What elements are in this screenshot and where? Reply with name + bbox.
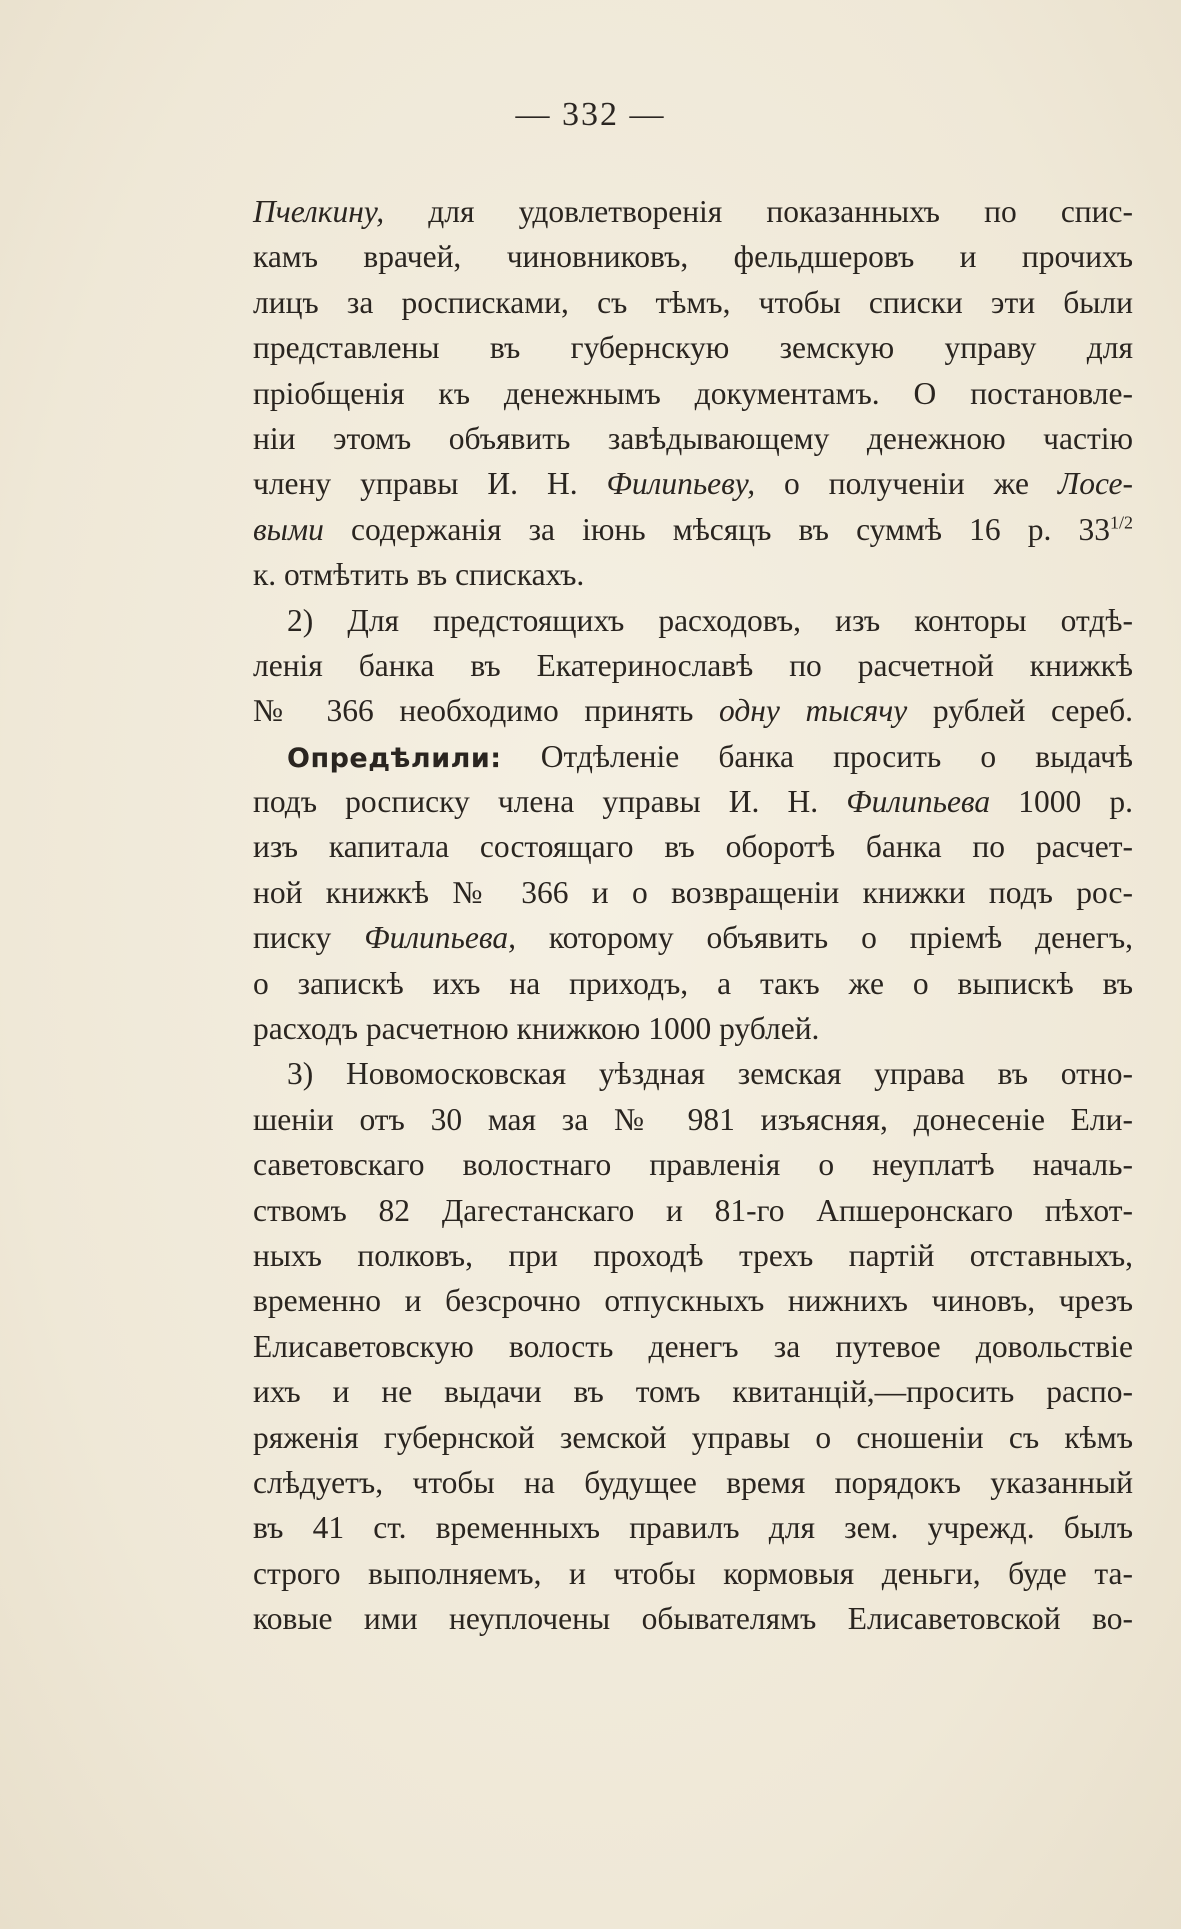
text-line: [253, 688, 1133, 733]
text-run: к. отмѣтить въ спискахъ.: [253, 557, 585, 593]
text-line: [253, 824, 1133, 869]
text-run: ныхъ полковъ, при проходѣ трехъ партій отставныхъ,: [253, 1237, 1133, 1273]
text-run: о полученіи же: [755, 466, 1058, 502]
text-line: [253, 552, 1133, 597]
text-run: писку: [253, 920, 365, 956]
text-run: № 366 необходимо принять: [253, 693, 720, 729]
text-line: [253, 1188, 1133, 1233]
text-run: въ 41 ст. временныхъ правилъ для зем. учрежд. былъ: [253, 1510, 1133, 1546]
text-line: [253, 189, 1133, 234]
text-run: которому объявить о пріемѣ денегъ,: [515, 920, 1133, 956]
text-run: шеніи отъ 30 мая за № 981 изъясняя, донесеніе Ели-: [253, 1101, 1133, 1137]
text-run: ной книжкѣ № 366 и о возвращеніи книжки подъ рос-: [253, 874, 1133, 910]
text-line: [253, 1051, 1133, 1096]
text-run: ленія банка въ Екатеринославѣ по расчетной книжкѣ: [253, 647, 1133, 683]
text-run: ствомъ 82 Дагестанскаго и 81-го Апшеронскаго пѣхот-: [253, 1192, 1133, 1228]
text-line: [253, 234, 1133, 279]
text-run: саветовскаго волостнаго правленія о неуплатѣ началь-: [253, 1147, 1133, 1183]
text-run: Филипьева: [846, 784, 991, 820]
text-line: [253, 325, 1133, 370]
text-run: камъ врачей, чиновниковъ, фельдшеровъ и прочихъ: [253, 239, 1133, 275]
text-line: [253, 734, 1133, 779]
text-run: Пчелкину,: [253, 194, 385, 229]
text-line: [253, 461, 1133, 506]
text-run: 3) Новомосковская уѣздная земская управа въ отно-: [287, 1056, 1133, 1092]
text-line: [253, 598, 1133, 643]
text-line: [253, 371, 1133, 416]
text-run: лицъ за росписками, съ тѣмъ, чтобы списки эти были: [253, 284, 1133, 320]
text-line: [253, 1460, 1133, 1505]
text-run: члену управы И. Н.: [253, 466, 607, 502]
text-run: ряженія губернской земской управы о сношеніи съ кѣмъ: [253, 1419, 1133, 1455]
text-line: [253, 1369, 1133, 1414]
text-line: [253, 870, 1133, 915]
text-run: подъ росписку члена управы И. Н.: [253, 784, 847, 820]
text-run: ковые ими неуплочены обывателямъ Елисаветовской во-: [253, 1601, 1133, 1637]
text-run: 1000 р.: [990, 784, 1133, 820]
text-run: Елисаветовскую волость денегъ за путевое довольствіе: [253, 1328, 1133, 1364]
text-line: [253, 1097, 1133, 1142]
text-run: ихъ и не выдачи въ томъ квитанцій,—просить распо-: [253, 1374, 1133, 1410]
text-line: [253, 1278, 1133, 1323]
text-run: Опредѣлили:: [287, 742, 502, 774]
text-line: [253, 1324, 1133, 1369]
text-line: [253, 1415, 1133, 1460]
text-run: представлены въ губернскую земскую управу для: [253, 330, 1133, 366]
text-line: [253, 507, 1133, 552]
page-number: — 332 —: [515, 96, 666, 133]
text-run: выми: [253, 511, 324, 547]
text-run: для удовлетворенія показанныхъ по спис-: [384, 194, 1133, 229]
text-line: [253, 416, 1133, 461]
text-run: Отдѣленіе банка просить о выдачѣ: [501, 738, 1133, 774]
text-run: расходъ расчетною книжкою 1000 рублей.: [253, 1011, 820, 1047]
text-run: слѣдуетъ, чтобы на будущее время порядокъ указанный: [253, 1464, 1133, 1500]
text-run: содержанія за іюнь мѣсяцъ въ суммѣ 16 р. 33: [323, 511, 1110, 547]
text-run: одну тысячу: [719, 693, 908, 729]
text-line: [253, 280, 1133, 325]
text-run: о запискѣ ихъ на приходъ, а такъ же о выпискѣ въ: [253, 965, 1133, 1001]
text-run: 2) Для предстоящихъ расходовъ, изъ конторы отдѣ-: [287, 602, 1133, 638]
text-line: [253, 915, 1133, 960]
text-run: изъ капитала состоящаго въ оборотѣ банка по расчет-: [253, 829, 1133, 865]
text-run: Лосе-: [1057, 466, 1133, 502]
text-run: Филипьеву,: [606, 466, 756, 502]
text-line: [253, 1551, 1133, 1596]
text-line: [253, 1505, 1133, 1550]
text-run: временно и безсрочно отпускныхъ нижнихъ чиновъ, чрезъ: [253, 1283, 1133, 1319]
body-text: [253, 189, 1133, 1642]
text-run: рублей сереб.: [907, 693, 1134, 729]
text-run: строго выполняемъ, и чтобы кормовыя деньги, буде та-: [253, 1555, 1133, 1591]
text-run: пріобщенія къ денежнымъ документамъ. О постановле-: [253, 375, 1133, 411]
text-line: [253, 643, 1133, 688]
text-line: [253, 1006, 1133, 1051]
text-line: [253, 779, 1133, 824]
text-line: [253, 1596, 1133, 1641]
text-line: [253, 1233, 1133, 1278]
text-run: 1/2: [1109, 512, 1133, 533]
text-line: [253, 961, 1133, 1006]
text-run: Филипьева,: [364, 920, 516, 956]
text-run: ніи этомъ объявить завѣдывающему денежною частію: [253, 420, 1133, 456]
text-line: [253, 1142, 1133, 1187]
